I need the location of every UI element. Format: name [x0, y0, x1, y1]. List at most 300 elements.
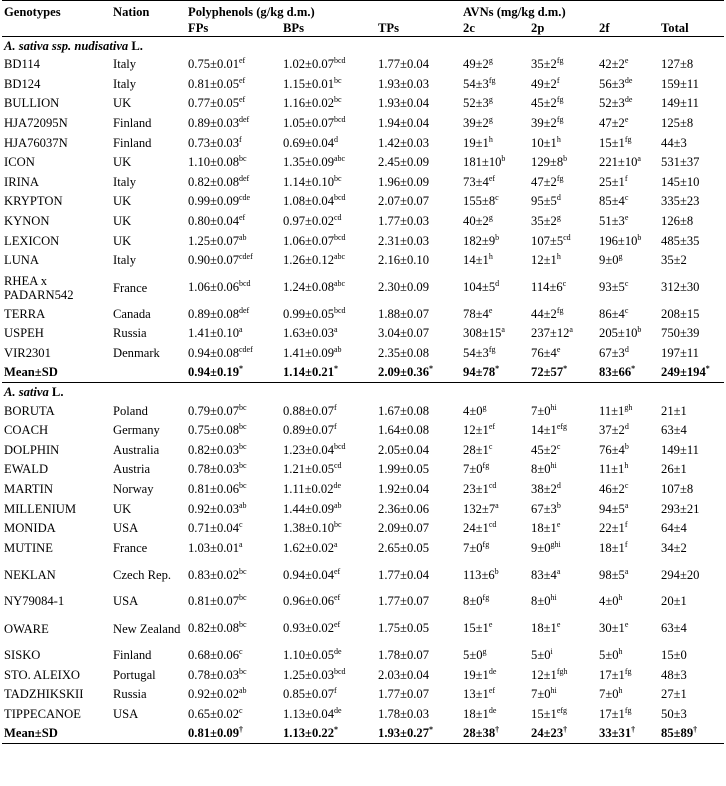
- fps-value-text: 0.82±0.08: [188, 174, 239, 189]
- nation-cell-text: France: [113, 280, 148, 295]
- bps-value: [281, 153, 376, 173]
- avn-2p-value-text: 8±0: [531, 594, 551, 609]
- tps-value-text: 1.77±0.03: [378, 214, 430, 229]
- significance-letter: abc: [334, 252, 346, 262]
- genotype-cell-text: USPEH: [4, 326, 44, 341]
- avn-2f-value: [597, 499, 659, 519]
- bps-value-text: 1.25±0.03: [283, 667, 334, 682]
- bps-value: [281, 480, 376, 500]
- genotype-cell-text: EWALD: [4, 462, 49, 477]
- avn-2c-value: [461, 499, 529, 519]
- bps-value-text: 0.88±0.07: [283, 403, 334, 418]
- genotype-cell: [2, 441, 111, 461]
- tps-value-text: 2.36±0.06: [378, 501, 430, 516]
- avn-2f-value-text: 37±2: [599, 423, 625, 438]
- total-value-text: 107±8: [661, 481, 694, 496]
- genotype-cell-text: VIR2301: [4, 346, 51, 361]
- mean-total-value-text: 85±89: [661, 726, 694, 741]
- tps-value-text: 1.64±0.08: [378, 423, 430, 438]
- significance-letter: ef: [239, 95, 246, 105]
- avn-2f-value: [597, 685, 659, 705]
- fps-value: [186, 133, 281, 153]
- significance-letter: h: [618, 646, 623, 656]
- total-value-text: 293±21: [661, 501, 700, 516]
- fps-value: [186, 421, 281, 441]
- avn-2f-value: [597, 646, 659, 666]
- avn-2f-value: [597, 75, 659, 95]
- col-header-tps: TPs: [376, 20, 461, 37]
- total-value: [659, 592, 724, 612]
- total-value: [659, 114, 724, 134]
- nation-cell: [111, 704, 186, 724]
- nation-cell: [111, 646, 186, 666]
- significance-letter: efg: [556, 422, 568, 432]
- fps-value-text: 0.78±0.03: [188, 462, 239, 477]
- col-header-total: Total: [659, 20, 724, 37]
- table-row: [2, 538, 724, 558]
- tps-value: [376, 231, 461, 251]
- fps-value-text: 0.75±0.08: [188, 423, 239, 438]
- nation-cell-text: Russia: [113, 326, 147, 341]
- significance-letter: bc: [239, 154, 247, 164]
- genotype-cell-text: COACH: [4, 423, 49, 438]
- significance-letter: *: [705, 364, 710, 374]
- significance-letter: *: [631, 364, 636, 374]
- tps-value-text: 2.07±0.07: [378, 194, 430, 209]
- bps-value: [281, 612, 376, 646]
- avn-2p-value-text: 18±1: [531, 621, 557, 636]
- table-row: [2, 421, 724, 441]
- significance-letter: b: [563, 154, 568, 164]
- bps-value-text: 1.06±0.07: [283, 233, 334, 248]
- genotype-cell: [2, 480, 111, 500]
- avn-2c-value: [461, 704, 529, 724]
- significance-letter: ab: [334, 345, 342, 355]
- table-row: [2, 441, 724, 461]
- avn-2c-value-text: 24±1: [463, 521, 489, 536]
- table-row: [2, 305, 724, 325]
- avn-2c-value: [461, 305, 529, 325]
- total-value: [659, 192, 724, 212]
- bps-value-text: 1.38±0.10: [283, 521, 334, 536]
- significance-letter: de: [488, 666, 497, 676]
- nation-cell-text: UK: [113, 96, 132, 111]
- tps-value-text: 1.77±0.07: [378, 594, 430, 609]
- total-value-text: 294±20: [661, 567, 700, 582]
- avn-2c-value-text: 7±0: [463, 462, 483, 477]
- tps-value: [376, 212, 461, 232]
- genotype-cell-text: MUTINE: [4, 540, 53, 555]
- table-row: [2, 94, 724, 114]
- bps-value: [281, 401, 376, 421]
- fps-value-text: 1.03±0.01: [188, 540, 239, 555]
- total-value-text: 34±2: [661, 540, 687, 555]
- col-header-genotypes: Genotypes: [2, 1, 111, 21]
- total-value: [659, 153, 724, 173]
- tps-value-text: 2.31±0.03: [378, 233, 430, 248]
- fps-value: [186, 558, 281, 592]
- bps-value: [281, 421, 376, 441]
- tps-value: [376, 499, 461, 519]
- significance-letter: g: [618, 252, 623, 262]
- genotype-cell-text: TADZHIKSKII: [4, 687, 84, 702]
- significance-letter: c: [488, 441, 493, 451]
- significance-letter: *: [239, 364, 243, 374]
- avn-2f-value-text: 17±1: [599, 667, 625, 682]
- avn-2p-value: [529, 114, 597, 134]
- avn-2c-value: [461, 114, 529, 134]
- nation-cell: [111, 421, 186, 441]
- significance-letter: h: [556, 134, 561, 144]
- table-row: [2, 704, 724, 724]
- tps-value-text: 1.42±0.03: [378, 135, 430, 150]
- tps-value: [376, 173, 461, 193]
- significance-letter: a: [239, 539, 243, 549]
- nation-cell: [111, 499, 186, 519]
- significance-letter: de: [334, 705, 342, 715]
- tps-value: [376, 538, 461, 558]
- avn-2p-value-text: 49±2: [531, 76, 557, 91]
- significance-letter: a: [624, 566, 629, 576]
- tps-value: [376, 133, 461, 153]
- significance-letter: i: [550, 646, 553, 656]
- col-header-2p: 2p: [529, 20, 597, 37]
- nation-cell-text: Czech Rep.: [113, 568, 172, 583]
- mean-avn-2f-value-text: 33±31: [599, 726, 632, 741]
- tps-value: [376, 685, 461, 705]
- avn-2f-value: [597, 114, 659, 134]
- bps-value-text: 1.23±0.04: [283, 442, 334, 457]
- bps-value-text: 0.99±0.05: [283, 306, 334, 321]
- avn-2p-value: [529, 94, 597, 114]
- nation-cell-text: USA: [113, 706, 139, 721]
- mean-avn-2c-value: [461, 363, 529, 383]
- avn-2f-value-text: 18±1: [599, 540, 625, 555]
- genotype-cell-text: TERRA: [4, 306, 46, 321]
- nation-cell: [111, 231, 186, 251]
- avn-2f-value-text: 93±5: [599, 280, 625, 295]
- significance-letter: fg: [482, 461, 490, 471]
- avn-2p-value: [529, 231, 597, 251]
- significance-letter: fg: [556, 95, 564, 105]
- bps-value-text: 1.62±0.02: [283, 540, 334, 555]
- avn-2c-value: [461, 271, 529, 305]
- fps-value: [186, 519, 281, 539]
- avn-2f-value-text: 11±1: [599, 462, 625, 477]
- bps-value: [281, 55, 376, 75]
- total-value: [659, 612, 724, 646]
- avn-2c-value: [461, 558, 529, 592]
- significance-letter: *: [563, 364, 568, 374]
- significance-letter: a: [637, 154, 641, 164]
- mean-total-value: [659, 363, 724, 383]
- bps-value-text: 1.44±0.09: [283, 501, 334, 516]
- avn-2c-value-text: 8±0: [463, 594, 483, 609]
- significance-letter: ab: [334, 500, 342, 510]
- fps-value: [186, 153, 281, 173]
- avn-2f-value-text: 47±2: [599, 116, 625, 131]
- mean-bps-value-text: 1.13±0.22: [283, 726, 334, 741]
- total-value-text: 208±15: [661, 306, 700, 321]
- avn-2p-value-text: 18±1: [531, 521, 557, 536]
- fps-value-text: 0.89±0.08: [188, 306, 239, 321]
- significance-letter: e: [488, 305, 493, 315]
- avn-2p-value: [529, 592, 597, 612]
- tps-value: [376, 441, 461, 461]
- nation-cell: [111, 173, 186, 193]
- genotype-cell-text: IRINA: [4, 174, 39, 189]
- fps-value-text: 0.90±0.07: [188, 253, 239, 268]
- genotype-cell: [2, 558, 111, 592]
- avn-2f-value: [597, 401, 659, 421]
- genotype-cell: [2, 75, 111, 95]
- total-value-text: 145±10: [661, 174, 700, 189]
- tps-value-text: 1.88±0.07: [378, 306, 430, 321]
- fps-value-text: 0.82±0.03: [188, 442, 239, 457]
- mean-bps-value: [281, 724, 376, 744]
- total-value-text: 126±8: [661, 214, 694, 229]
- total-value: [659, 646, 724, 666]
- avn-2c-value: [461, 441, 529, 461]
- table-row: [2, 480, 724, 500]
- significance-letter: †: [693, 725, 698, 735]
- mean-tps-value: [376, 724, 461, 744]
- fps-value-text: 0.94±0.08: [188, 346, 239, 361]
- avn-2p-value-text: 44±2: [531, 306, 557, 321]
- total-value-text: 335±23: [661, 194, 700, 209]
- significance-letter: c: [495, 193, 499, 203]
- avn-2p-value-text: 9±0: [531, 540, 551, 555]
- significance-letter: def: [239, 115, 250, 125]
- total-value: [659, 499, 724, 519]
- significance-letter: h: [488, 252, 493, 262]
- nation-cell: [111, 94, 186, 114]
- avn-2f-value: [597, 251, 659, 271]
- fps-value-text: 0.81±0.07: [188, 594, 239, 609]
- total-value-text: 127±8: [661, 57, 694, 72]
- genotype-cell: [2, 192, 111, 212]
- avn-2p-value-text: 35±2: [531, 214, 557, 229]
- significance-letter: fg: [482, 539, 490, 549]
- avn-2p-value: [529, 558, 597, 592]
- bps-value: [281, 499, 376, 519]
- genotype-cell-text: BD114: [4, 57, 40, 72]
- significance-letter: bc: [334, 520, 342, 530]
- nation-cell-text: UK: [113, 155, 132, 170]
- nation-cell: [111, 558, 186, 592]
- nation-cell-text: New Zealand: [113, 621, 181, 636]
- significance-letter: c: [624, 305, 629, 315]
- significance-letter: c: [239, 646, 243, 656]
- tps-value: [376, 192, 461, 212]
- mean-avn-2f-value-text: 83±66: [599, 365, 632, 380]
- avn-2f-value-text: 9±0: [599, 253, 619, 268]
- significance-letter: cd: [563, 232, 571, 242]
- genotype-cell-text: SISKO: [4, 647, 41, 662]
- significance-letter: d: [334, 134, 338, 144]
- table-row: [2, 133, 724, 153]
- significance-letter: b: [624, 441, 629, 451]
- table-row: [2, 592, 724, 612]
- significance-letter: g: [488, 213, 493, 223]
- significance-letter: f: [334, 686, 337, 696]
- avn-2p-value: [529, 133, 597, 153]
- total-value-text: 26±1: [661, 462, 687, 477]
- table-row: [2, 612, 724, 646]
- significance-letter: †: [631, 725, 636, 735]
- significance-letter: f: [239, 134, 242, 144]
- avn-2c-value-text: 23±1: [463, 481, 489, 496]
- avn-2c-value: [461, 612, 529, 646]
- genotype-cell: [2, 401, 111, 421]
- nation-cell: [111, 133, 186, 153]
- total-value: [659, 271, 724, 305]
- bps-value-text: 1.21±0.05: [283, 462, 334, 477]
- fps-value-text: 0.77±0.05: [188, 96, 239, 111]
- fps-value-text: 0.68±0.06: [188, 647, 239, 662]
- significance-letter: ab: [239, 686, 247, 696]
- nation-cell-text: Italy: [113, 253, 137, 268]
- tps-value: [376, 55, 461, 75]
- significance-letter: cd: [488, 520, 497, 530]
- avn-2c-value: [461, 592, 529, 612]
- fps-value: [186, 344, 281, 364]
- tps-value-text: 2.05±0.04: [378, 442, 430, 457]
- col-header-bps: BPs: [281, 20, 376, 37]
- significance-letter: fg: [556, 56, 564, 66]
- fps-value-text: 0.73±0.03: [188, 135, 239, 150]
- table-row: [2, 685, 724, 705]
- total-value-text: 63±4: [661, 621, 687, 636]
- mean-fps-value-text: 0.94±0.19: [188, 365, 239, 380]
- bps-value-text: 1.16±0.02: [283, 96, 334, 111]
- significance-letter: f: [334, 402, 337, 412]
- tps-value-text: 1.67±0.08: [378, 403, 430, 418]
- total-value: [659, 94, 724, 114]
- significance-letter: a: [556, 566, 561, 576]
- significance-letter: a: [495, 500, 499, 510]
- avn-2c-value-text: 52±3: [463, 96, 489, 111]
- genotype-cell-text: HJA72095N: [4, 116, 68, 131]
- fps-value: [186, 401, 281, 421]
- col-header-2f: 2f: [597, 20, 659, 37]
- significance-letter: hi: [550, 402, 557, 412]
- significance-letter: bc: [239, 441, 247, 451]
- bps-value: [281, 646, 376, 666]
- nation-cell-text: Finland: [113, 647, 152, 662]
- bps-value: [281, 251, 376, 271]
- avn-2c-value-text: 308±15: [463, 326, 502, 341]
- nation-cell-text: Poland: [113, 403, 148, 418]
- mean-fps-value: [186, 724, 281, 744]
- fps-value-text: 0.92±0.03: [188, 501, 239, 516]
- total-value: [659, 421, 724, 441]
- significance-letter: a: [334, 325, 338, 335]
- genotype-cell-text: STO. ALEIXO: [4, 667, 81, 682]
- significance-letter: bc: [239, 422, 247, 432]
- fps-value: [186, 460, 281, 480]
- avn-2p-value-text: 45±2: [531, 96, 557, 111]
- fps-value-text: 0.81±0.05: [188, 76, 239, 91]
- tps-value: [376, 704, 461, 724]
- nation-cell: [111, 538, 186, 558]
- significance-letter: e: [556, 620, 561, 630]
- avn-2p-value: [529, 324, 597, 344]
- nation-cell-text: Russia: [113, 687, 147, 702]
- total-value-text: 50±3: [661, 706, 687, 721]
- significance-letter: abc: [334, 154, 346, 164]
- significance-letter: f: [624, 539, 628, 549]
- significance-letter: fg: [624, 134, 632, 144]
- significance-letter: b: [637, 232, 642, 242]
- avn-2f-value-text: 94±5: [599, 501, 625, 516]
- bps-value-text: 1.15±0.01: [283, 76, 334, 91]
- tps-value-text: 2.65±0.05: [378, 540, 430, 555]
- genotype-cell: [2, 665, 111, 685]
- tps-value-text: 1.94±0.04: [378, 116, 430, 131]
- bps-value-text: 0.94±0.04: [283, 567, 334, 582]
- nation-cell: [111, 153, 186, 173]
- avn-2p-value-text: 15±1: [531, 706, 557, 721]
- fps-value-text: 1.06±0.06: [188, 280, 239, 295]
- total-value: [659, 324, 724, 344]
- tps-value: [376, 646, 461, 666]
- avn-2c-value-text: 15±1: [463, 621, 489, 636]
- tps-value: [376, 421, 461, 441]
- nation-cell: [111, 480, 186, 500]
- genotype-cell-text: MONIDA: [4, 521, 56, 536]
- mean-tps-value-text: 2.09±0.36: [378, 365, 430, 380]
- avn-2c-value: [461, 251, 529, 271]
- avn-2c-value: [461, 538, 529, 558]
- significance-letter: cdef: [239, 252, 253, 262]
- tps-value-text: 2.03±0.04: [378, 667, 430, 682]
- avn-2c-value: [461, 133, 529, 153]
- fps-value-text: 0.75±0.01: [188, 57, 239, 72]
- avn-2f-value-text: 221±10: [599, 155, 638, 170]
- avn-2f-value-text: 5±0: [599, 647, 619, 662]
- avn-2p-value-text: 12±1: [531, 253, 557, 268]
- avn-2f-value-text: 30±1: [599, 621, 625, 636]
- genotype-cell: [2, 305, 111, 325]
- genotype-cell-text: RHEA x PADARN542: [4, 273, 74, 302]
- fps-value: [186, 231, 281, 251]
- genotype-cell-text: NEKLAN: [4, 568, 56, 583]
- significance-letter: ef: [334, 593, 341, 603]
- significance-letter: †: [495, 725, 500, 735]
- avn-2p-value: [529, 251, 597, 271]
- genotype-cell-text: HJA76037N: [4, 135, 68, 150]
- bps-value-text: 1.24±0.08: [283, 280, 334, 295]
- significance-letter: bc: [239, 461, 247, 471]
- significance-letter: bc: [334, 95, 342, 105]
- avn-2f-value: [597, 133, 659, 153]
- avn-2p-value: [529, 480, 597, 500]
- total-value-text: 197±11: [661, 346, 699, 361]
- significance-letter: ab: [239, 232, 247, 242]
- significance-letter: *: [334, 364, 338, 374]
- table-row: [2, 401, 724, 421]
- total-value-text: 20±1: [661, 594, 687, 609]
- avn-2f-value-text: 11±1: [599, 403, 625, 418]
- significance-letter: *: [334, 725, 338, 735]
- tps-value-text: 1.92±0.04: [378, 481, 430, 496]
- avn-2p-value-text: 35±2: [531, 57, 557, 72]
- significance-letter: ef: [239, 75, 246, 85]
- table-row: [2, 499, 724, 519]
- significance-letter: g: [488, 95, 493, 105]
- total-value: [659, 704, 724, 724]
